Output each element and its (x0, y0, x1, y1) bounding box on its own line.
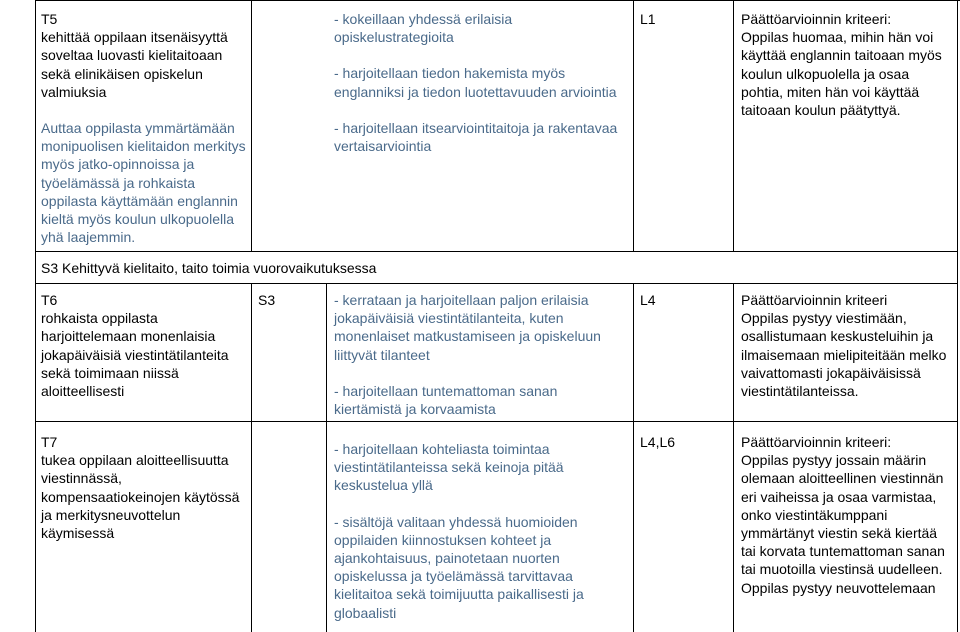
table-border-left (35, 0, 36, 632)
row3-criteria-title: Päättöarvioinnin kriteeri: (741, 434, 892, 450)
row2-s-value: S3 (258, 292, 276, 308)
col-divider-2 (326, 283, 327, 632)
row3-criteria-text: Oppilas pystyy jossain määrin olemaan aloitteellinen viestinnän eri vaiheissa ja osaa varmistaa, onko viestintäkumppani ymmärtänyt viestin sekä kiertää tai korvata tuntemattoman sanan tai muotoilla viestinsä uudelleen. Oppilas pystyy neuvottelemaan (741, 452, 945, 596)
col-divider-4 (733, 0, 734, 251)
row2-criteria-cell (741, 291, 953, 400)
row2-content-item: - kerrataan ja harjoitellaan paljon erilaisia jokapäiväisiä viestintätilanteita, kuten monenlaiset matkustamiseen ja opiskeluun liittyvät tilanteet (334, 292, 601, 363)
col-divider-1b (251, 283, 252, 632)
row1-criteria-text: Oppilas huomaa, mihin hän voi käyttää englannin taitoaan myös koulun ulkopuolella ja osaa pohtia, miten hän voi käyttää taitoaan koulun päätyttyä. (741, 29, 942, 119)
row1-content-item: - harjoitellaan itsearviointitaitoja ja rakentavaa vertaisarviointia (334, 119, 618, 155)
row2-criteria-text: Oppilas pystyy viestimään, osallistumaan keskusteluihin ja ilmaisemaan mielipiteitään melko vaivattomasti jokapäiväisissä viestintätilanteissa. (741, 310, 947, 400)
col-divider-1 (251, 0, 252, 251)
row-divider-3 (35, 421, 958, 422)
row2-goal-title: T6 (41, 292, 58, 308)
row3-l-value: L4,L6 (640, 434, 676, 450)
row2-content-item: - harjoitellaan tuntemattoman sanan kiertämistä ja korvaamista (334, 382, 558, 418)
row2-goal-cell (41, 291, 247, 400)
row3-goal-text: tukea oppilaan aloitteellisuutta viestinnässä, kompensaatiokeinojen käytössä ja merkitysneuvottelun käymisessä (41, 452, 240, 542)
col-divider-3 (633, 0, 634, 251)
col-divider-4b (733, 283, 734, 632)
table-border-right (957, 0, 958, 632)
row3-content-item: - sisältöjä valitaan yhdessä huomioiden oppilaiden kiinnostuksen kohteet ja ajankohtaisuus, painotetaan nuorten opiskelussa ja työelämässä tarvittavaa kielitaitoa sekä toimijuutta paikallisesti ja globaalisti (334, 513, 584, 621)
row3-goal-title: T7 (41, 434, 58, 450)
row1-content-item: - kokeillaan yhdessä erilaisia opiskelustrategioita (334, 11, 513, 46)
section-header (41, 259, 641, 277)
row1-goal-cell (41, 10, 247, 246)
row1-goal-text: kehittää oppilaan itsenäisyyttä soveltaa luovasti kielitaitoaan sekä elinikäisen opiskelun valmiuksia (41, 29, 228, 100)
row1-criteria-title: Päättöarvioinnin kriteeri: (741, 11, 892, 27)
row3-l-cell (640, 433, 728, 451)
row2-l-cell (640, 291, 728, 309)
row2-criteria-title: Päättöarvioinnin kriteeri (741, 292, 888, 308)
row3-goal-cell (41, 433, 247, 542)
row2-content-cell (334, 291, 626, 418)
row1-content-item: - harjoitellaan tiedon hakemista myös englanniksi ja tiedon luotettavuuden arviointia (334, 65, 617, 100)
row1-content-cell (334, 10, 626, 155)
row3-content-cell (334, 440, 626, 622)
row2-goal-text: rohkaista oppilasta harjoittelemaan monenlaisia jokapäiväisiä viestintätilanteita sekä toimimaan niissä aloitteellisesti (41, 310, 229, 400)
row1-goal-title: T5 (41, 11, 58, 27)
row1-goal-note: Auttaa oppilasta ymmärtämään monipuolisen kielitaidon merkitys myös jatko-opinnoissa ja työelämässä ja rohkaista oppilasta käyttämään englannin kieltä myös koulun ulkopuolella yhä laajemmin. (41, 120, 246, 246)
table-border-top (35, 0, 960, 1)
row2-l-value: L4 (640, 292, 656, 308)
row-divider-2 (35, 283, 958, 284)
row1-criteria-cell (741, 10, 953, 119)
section-header-text: S3 Kehittyvä kielitaito, taito toimia vuorovaikutuksessa (41, 260, 377, 276)
row-divider-1 (35, 251, 958, 252)
row1-l-value: L1 (640, 11, 656, 27)
col-divider-3b (633, 283, 634, 632)
row3-content-item: - harjoitellaan kohteliasta toimintaa viestintätilanteissa sekä keinoja pitää keskustelua yllä (334, 441, 564, 494)
row3-criteria-cell (741, 433, 953, 597)
row2-s-cell (258, 291, 322, 309)
row1-l-cell (640, 10, 728, 28)
